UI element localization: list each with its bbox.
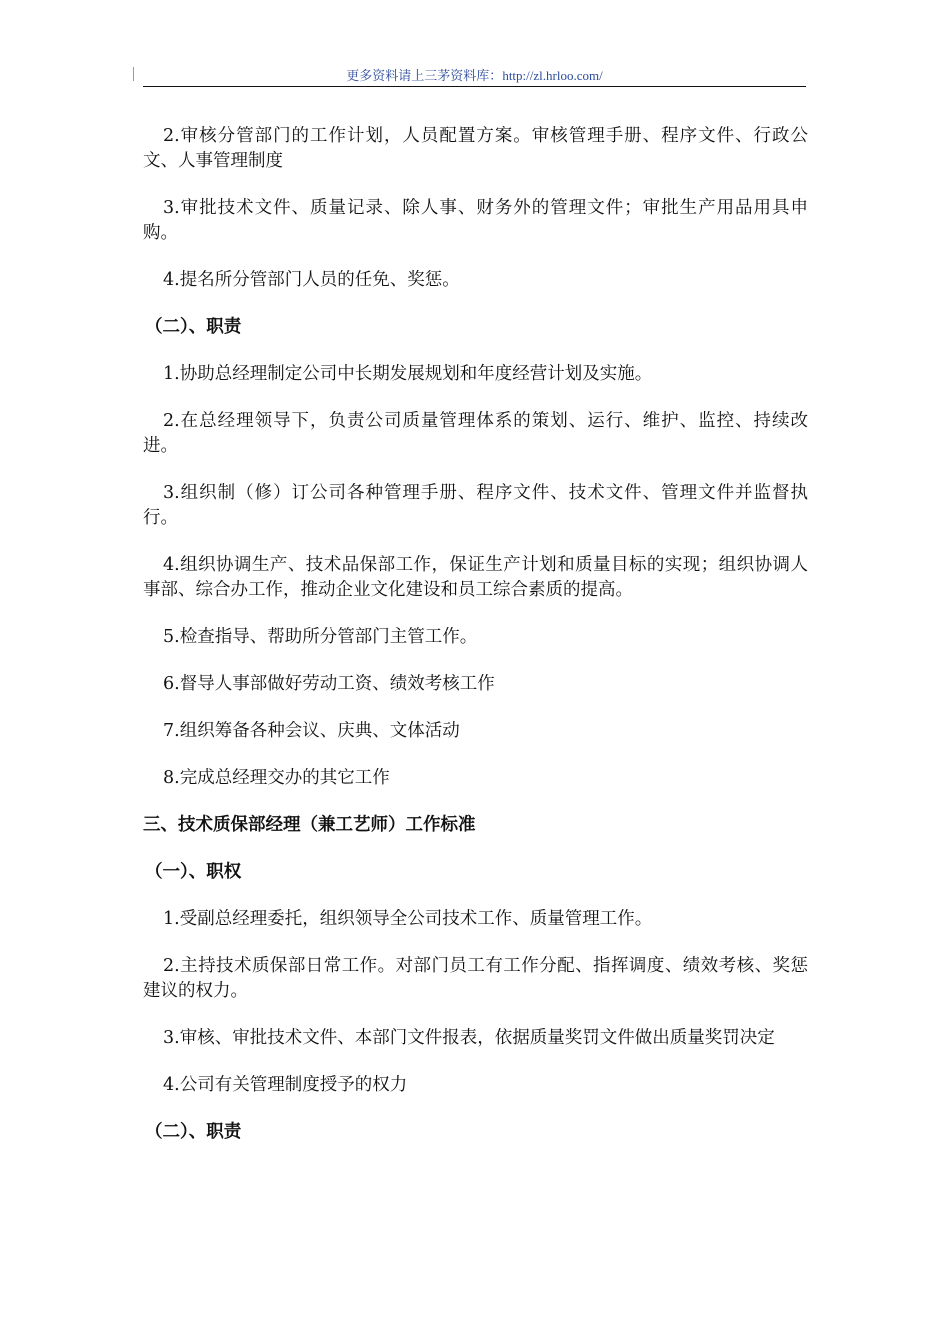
paragraph: 8.完成总经理交办的其它工作 xyxy=(163,768,390,788)
section-subheading: （二）、职责 xyxy=(145,317,242,337)
header-link-url: http://zl.hrloo.com/ xyxy=(502,68,603,83)
paragraph: 3.审批技术文件、质量记录、除人事、财务外的管理文件；审批生产用品用具申购。 xyxy=(143,198,808,243)
paragraph: 5.检查指导、帮助所分管部门主管工作。 xyxy=(163,627,478,647)
paragraph: 6.督导人事部做好劳动工资、绩效考核工作 xyxy=(163,674,495,694)
page-header xyxy=(143,67,806,87)
paragraph: 7.组织筹备各种会议、庆典、文体活动 xyxy=(163,721,460,741)
paragraph: 4.公司有关管理制度授予的权力 xyxy=(163,1075,408,1095)
section-subheading: （二）、职责 xyxy=(145,1122,242,1142)
paragraph: 3.审核、审批技术文件、本部门文件报表，依据质量奖罚文件做出质量奖罚决定 xyxy=(163,1028,775,1048)
paragraph: 1.受副总经理委托，组织领导全公司技术工作、质量管理工作。 xyxy=(163,909,653,929)
document-body xyxy=(143,124,808,1167)
paragraph: 3.组织制（修）订公司各种管理手册、程序文件、技术文件、管理文件并监督执行。 xyxy=(143,483,808,528)
section-heading: 三、技术质保部经理（兼工艺师）工作标准 xyxy=(143,815,476,835)
paragraph: 2.审核分管部门的工作计划，人员配置方案。审核管理手册、程序文件、行政公文、人事管理制度 xyxy=(143,126,808,171)
paragraph: 4.提名所分管部门人员的任免、奖惩。 xyxy=(163,270,460,290)
section-subheading: （一）、职权 xyxy=(145,862,242,882)
paragraph: 2.主持技术质保部日常工作。对部门员工有工作分配、指挥调度、绩效考核、奖惩建议的权力。 xyxy=(143,956,808,1001)
paragraph: 1.协助总经理制定公司中长期发展规划和年度经营计划及实施。 xyxy=(163,364,653,384)
paragraph: 4.组织协调生产、技术品保部工作，保证生产计划和质量目标的实现；组织协调人事部、综合办工作，推动企业文化建设和员工综合素质的提高。 xyxy=(143,555,808,600)
page-corner-mark xyxy=(133,67,134,81)
header-link[interactable] xyxy=(346,68,602,83)
paragraph: 2.在总经理领导下，负责公司质量管理体系的策划、运行、维护、监控、持续改进。 xyxy=(143,411,808,456)
header-link-prefix: 更多资料请上三茅资料库： xyxy=(346,68,503,83)
